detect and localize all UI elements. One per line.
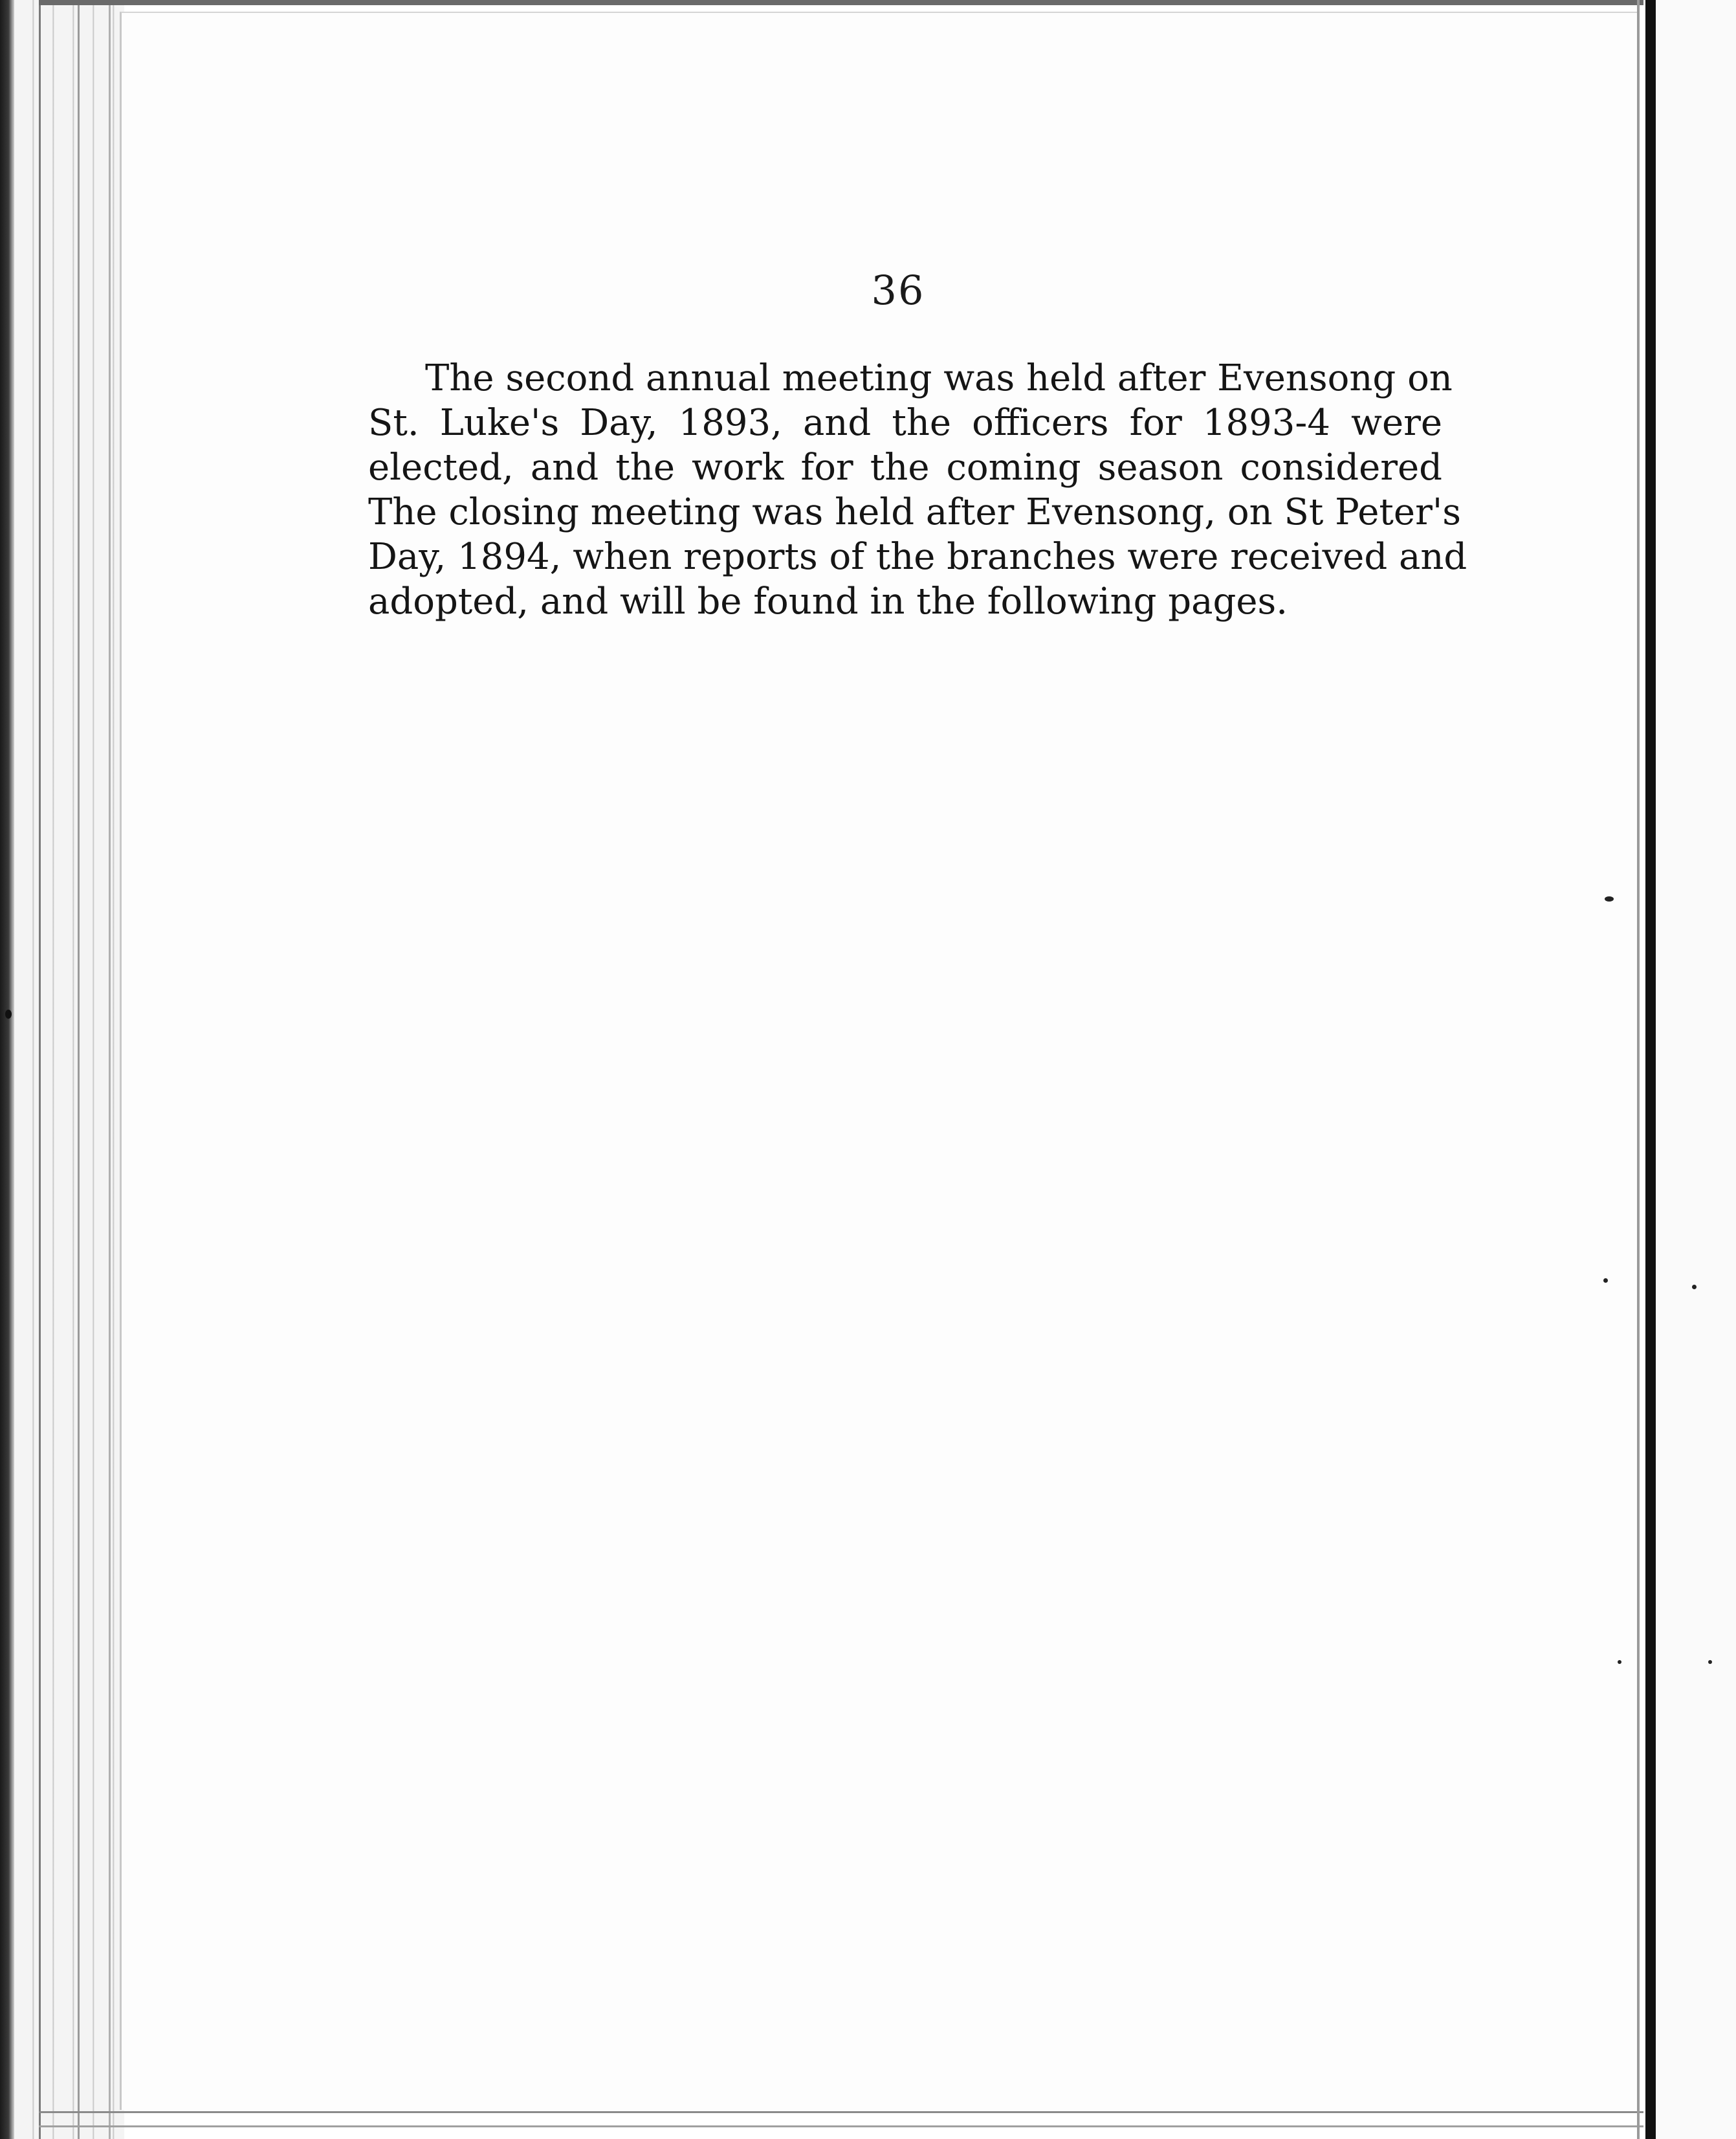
facing-page-edge bbox=[1656, 0, 1736, 2139]
page-top-edge bbox=[39, 0, 1643, 5]
page-edge-line bbox=[78, 0, 80, 2139]
ink-speck bbox=[1603, 1278, 1608, 1283]
page-surface bbox=[120, 12, 1639, 2110]
paragraph-line: adopted, and will be found in the following pages. bbox=[368, 581, 1288, 623]
ink-speck bbox=[5, 1010, 12, 1019]
ink-speck bbox=[1692, 1285, 1697, 1289]
ink-speck bbox=[1708, 1660, 1712, 1664]
gutter-fold bbox=[1645, 0, 1656, 2139]
gutter-shadow bbox=[1637, 0, 1640, 2139]
page-bottom-edge bbox=[39, 2111, 1643, 2113]
page-edge-line bbox=[39, 0, 41, 2139]
paragraph-line: Day, 1894, when reports of the branches were received and bbox=[368, 536, 1467, 578]
page-stack-edges bbox=[14, 0, 124, 2139]
paragraph-line: St. Luke's Day, 1893, and the officers for 1893-4 were bbox=[368, 402, 1442, 444]
page-number: 36 bbox=[871, 267, 925, 314]
ink-speck bbox=[1605, 896, 1614, 902]
page-bottom-edge bbox=[39, 2125, 1643, 2127]
paragraph-line: The second annual meeting was held after Evensong on bbox=[425, 357, 1453, 399]
paragraph-line: elected, and the work for the coming season considered bbox=[368, 447, 1442, 489]
book-binding-edge bbox=[0, 0, 14, 2139]
paragraph bbox=[368, 356, 1467, 624]
page-edge-line bbox=[109, 0, 111, 2139]
paragraph-line: The closing meeting was held after Evensong, on St Peter's bbox=[368, 491, 1461, 533]
ink-speck bbox=[1618, 1660, 1621, 1664]
